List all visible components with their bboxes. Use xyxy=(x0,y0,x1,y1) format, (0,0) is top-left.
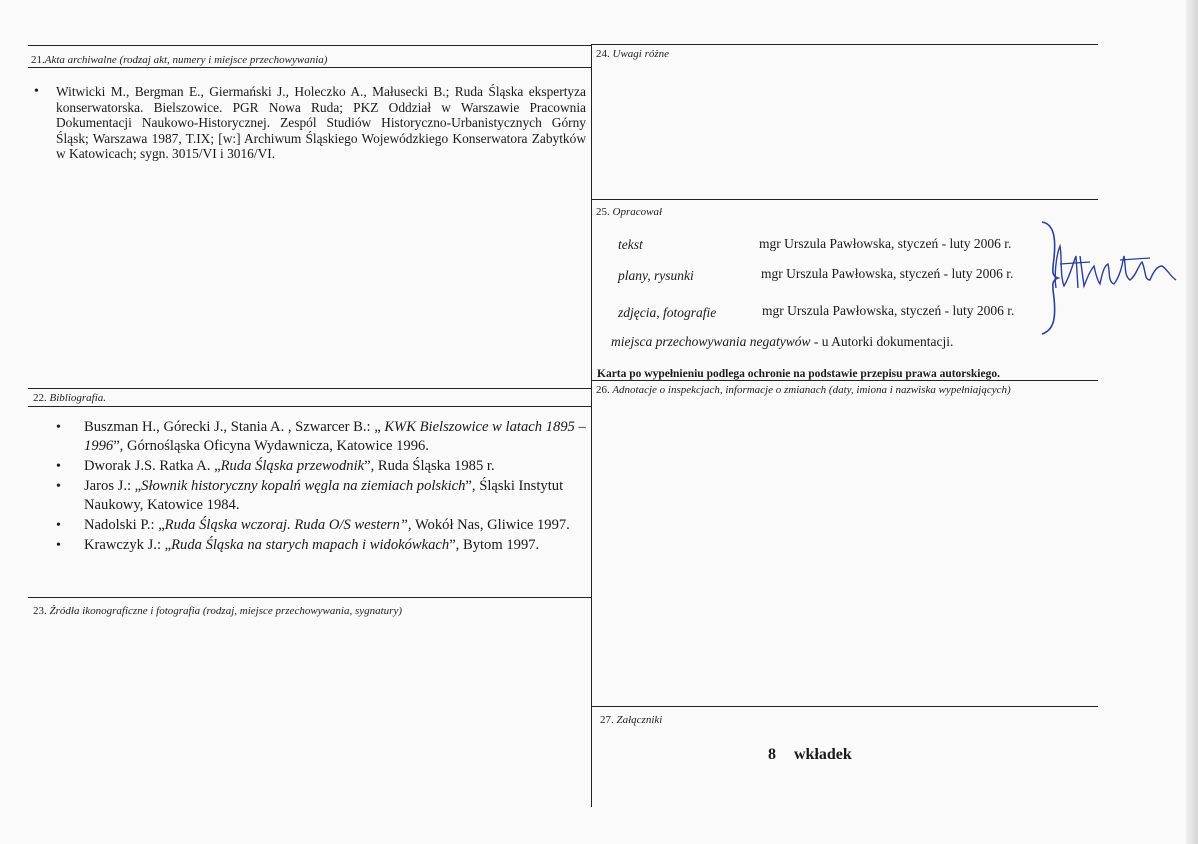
bibliography-item: • Dworak J.S. Ratka A. „Ruda Śląska przewodnik”, Ruda Śląska 1985 r. xyxy=(58,457,588,476)
s23-top-rule xyxy=(28,597,591,598)
s22-top-rule xyxy=(28,388,591,389)
bibliography-item: • Krawczyk J.: „Ruda Śląska na starych mapach i widokówkach”, Bytom 1997. xyxy=(58,536,588,555)
s27-label xyxy=(600,714,662,726)
s26-number: 26. xyxy=(596,384,610,396)
s22-title: Bibliografia. xyxy=(49,392,107,404)
s24-title: Uwagi różne xyxy=(612,48,670,60)
s25-number: 25. xyxy=(596,206,610,218)
signature xyxy=(1050,236,1180,296)
s26-label xyxy=(596,384,1011,396)
attachments-count: 8 xyxy=(768,746,776,763)
s22-label-rule xyxy=(28,406,591,407)
s23-label xyxy=(33,605,402,617)
bibliography-item: • Jaros J.: „Słownik historyczny kopalń węgla na ziemiach polskich”, Śląski Instytut Naukowy, Katowice 1984. xyxy=(58,477,588,515)
editor-row-value: mgr Urszula Pawłowska, styczeń - luty 2006 r. xyxy=(759,236,1012,251)
scan-right-edge xyxy=(1186,0,1198,844)
s23-title: Źródła ikonograficzne i fotografia (rodzaj, miejsce przechowywania, sygnatury) xyxy=(49,605,402,617)
s21-item: • Witwicki M., Bergman E., Giermański J., Holeczko A., Małusecki B.; Ruda Śląska ekspertyza konserwatorska. Bielszowice. PGR Nowa Ruda; PKZ Oddział w Warszawie Pracownia Dokumentacji Naukowo-Historycznej. Zespól Studiów Historyczno-Urbanistycznych Górny Śląsk; Warszawa 1987, T.IX; [w:] Archiwum Śląskiego Wojewódzkiego Konserwatora Zabytków w Katowicach; sygn. 3015/VI i 3016/VI. xyxy=(30,84,586,162)
s25-title: Opracował xyxy=(612,206,662,218)
s26-title: Adnotacje o inspekcjach, informacje o zmianach (daty, imiona i nazwiska wypełniających) xyxy=(612,384,1011,396)
s21-label xyxy=(31,54,327,66)
center-divider xyxy=(591,45,592,807)
s24-label xyxy=(596,48,669,60)
bibliography-item: • Buszman H., Górecki J., Stania A. , Szwarcer B.: „ KWK Bielszowice w latach 1895 – 1996”, Górnośląska Oficyna Wydawnicza, Katowice 1996. xyxy=(58,418,588,456)
s21-title: Akta archiwalne (rodzaj akt, numery i miejsce przechowywania) xyxy=(44,54,328,66)
s23-number: 23. xyxy=(33,605,47,617)
top-rule-right xyxy=(591,44,1098,45)
editor-row-kind: zdjęcia, fotografie xyxy=(618,305,717,320)
bibliography-item: • Nadolski P.: „Ruda Śląska wczoraj. Ruda O/S western”, Wokół Nas, Gliwice 1997. xyxy=(58,516,588,535)
editor-row-value: mgr Urszula Pawłowska, styczeń - luty 2006 r. xyxy=(762,303,1015,318)
s25-top-rule xyxy=(591,199,1098,200)
editor-row-kind: tekst xyxy=(618,237,643,252)
top-rule-left xyxy=(28,45,591,46)
s25-label xyxy=(596,206,662,218)
s21-label-rule xyxy=(28,67,591,68)
editor-row-kind: plany, rysunki xyxy=(618,268,694,283)
copyright-note: Karta po wypełnieniu podlega ochronie na podstawie przepisu prawa autorskiego. xyxy=(597,368,1000,380)
negatives-row xyxy=(611,334,953,350)
s22-number: 22. xyxy=(33,392,47,404)
negatives-label: miejsca przechowywania negatywów xyxy=(611,334,811,349)
attachments-value xyxy=(768,746,852,764)
s22-list xyxy=(58,418,588,556)
s21-list xyxy=(30,84,586,162)
editor-row-value: mgr Urszula Pawłowska, styczeń - luty 2006 r. xyxy=(761,266,1014,281)
s22-label xyxy=(33,392,106,404)
s24-number: 24. xyxy=(596,48,610,60)
s27-title: Załączniki xyxy=(616,714,663,726)
s21-number: 21. xyxy=(31,54,45,66)
s27-number: 27. xyxy=(600,714,614,726)
attachments-unit: wkładek xyxy=(794,746,852,763)
s26-top-rule xyxy=(591,380,1098,381)
negatives-value: - u Autorki dokumentacji. xyxy=(810,334,954,349)
s27-top-rule xyxy=(591,706,1098,707)
